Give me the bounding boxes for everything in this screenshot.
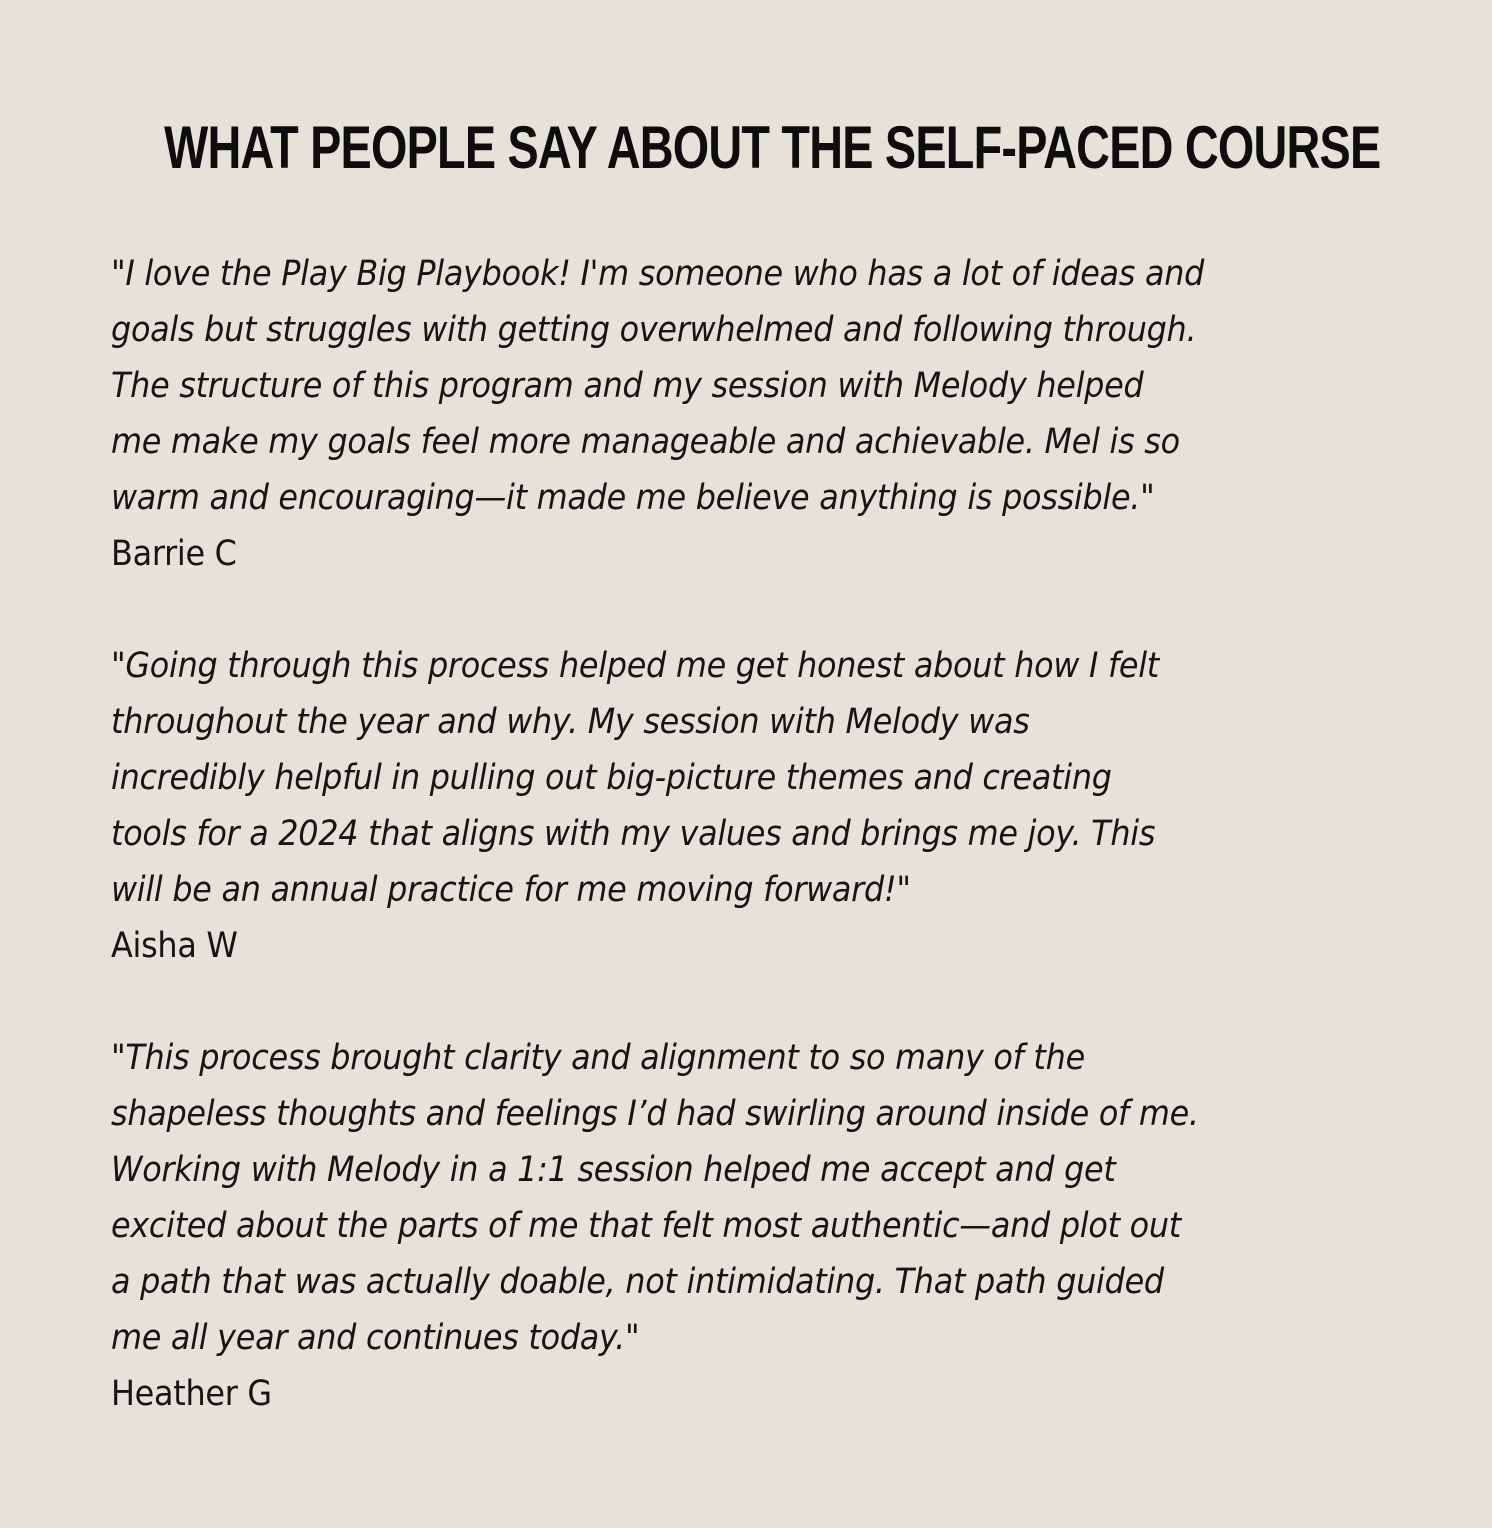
testimonial bbox=[111, 1030, 1401, 1422]
quote-line: excited about the parts of me that felt most authentic—and plot out bbox=[111, 1206, 1181, 1246]
quote-line: incredibly helpful in pulling out big-picture themes and creating bbox=[111, 758, 1112, 798]
quote-line: shapeless thoughts and feelings I’d had swirling around inside of me. bbox=[111, 1094, 1199, 1134]
testimonial-author: Heather G bbox=[111, 1374, 272, 1414]
quote-line: warm and encouraging—it made me believe anything is possible." bbox=[111, 478, 1155, 518]
quote-line: a path that was actually doable, not intimidating. That path guided bbox=[111, 1262, 1164, 1302]
quote-line: goals but struggles with getting overwhelmed and following through. bbox=[111, 310, 1197, 350]
quote-line: "This process brought clarity and alignment to so many of the bbox=[111, 1038, 1085, 1078]
quote-line: me all year and continues today." bbox=[111, 1318, 640, 1358]
quote-line: Working with Melody in a 1:1 session helped me accept and get bbox=[111, 1150, 1116, 1190]
testimonial bbox=[111, 246, 1401, 582]
page-title: WHAT PEOPLE SAY ABOUT THE SELF-PACED COURSE bbox=[164, 114, 1381, 181]
quote-line: "I love the Play Big Playbook! I'm someone who has a lot of ideas and bbox=[111, 254, 1205, 294]
quote-line: will be an annual practice for me moving forward!" bbox=[111, 870, 911, 910]
testimonial-author: Aisha W bbox=[111, 926, 238, 966]
quote-line: tools for a 2024 that aligns with my values and brings me joy. This bbox=[111, 814, 1156, 854]
quote-line: The structure of this program and my session with Melody helped bbox=[111, 366, 1144, 406]
quote-line: "Going through this process helped me get honest about how I felt bbox=[111, 646, 1160, 686]
quote-line: throughout the year and why. My session with Melody was bbox=[111, 702, 1030, 742]
testimonial-author: Barrie C bbox=[111, 534, 237, 574]
quote-line: me make my goals feel more manageable and achievable. Mel is so bbox=[111, 422, 1180, 462]
testimonial bbox=[111, 638, 1401, 974]
